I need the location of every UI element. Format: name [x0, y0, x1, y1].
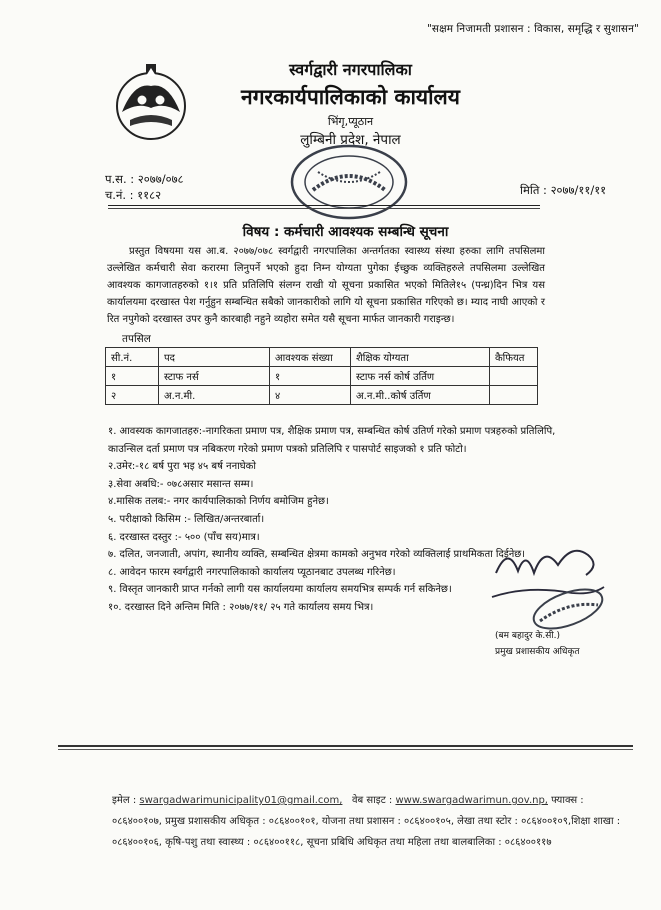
col-remarks: कैफियत: [490, 348, 538, 367]
signatory-name: (बम बहादुर के.सी.): [495, 631, 561, 641]
list-item: १. आवस्यक कागजातहरु:-नागरिकता प्रमाण पत्र, शैक्षिक प्रमाण पत्र, सम्बन्धित कोर्ष उतिर्ण गरेको प्रमाण पत्रहरुको प्रतिलिपि,: [108, 426, 556, 437]
list-item: काउन्सिल दर्ता प्रमाण पत्र नबिकरण गरेको प्रमाण पत्रको प्रतिलिपि र पासपोर्ट साइजको १ प्रति फोटो।: [108, 443, 467, 455]
table-row: [106, 386, 538, 405]
cell: अ.न.मी.: [159, 386, 270, 405]
signatory-title: प्रमुख प्रशासकीय अधिकृत: [495, 647, 580, 657]
email-link[interactable]: swargadwarimunicipality01@gmail.com,: [139, 795, 343, 806]
cell: [490, 367, 538, 386]
header-divider: [108, 205, 540, 206]
list-item: १०. दरखास्त दिने अन्तिम मिति : २०७७/११/ २५ गते कार्यालय समय भित्र।: [108, 601, 374, 613]
list-item: २.उमेर:-१८ बर्ष पुरा भइ ४५ बर्ष ननाघेको: [108, 461, 256, 473]
footer-divider-thin: [58, 749, 633, 750]
cell: अ.न.मी..कोर्ष उर्तिण: [351, 386, 490, 405]
col-count: आवश्यक संख्या: [270, 348, 351, 367]
table-row: [106, 367, 538, 386]
cell: २: [106, 386, 159, 405]
patra-sankhya: प.स. : २०७७/०७८: [105, 172, 184, 186]
website-link[interactable]: www.swargadwarimun.gov.np,: [395, 795, 548, 806]
table-label: तपसिल: [122, 333, 151, 345]
contact-numbers: फ्याक्स : ०८६४००१०७, प्रमुख प्रशासकीय अधिकृत : ०८६४००१०१, योजना तथा प्रशासन : ०८६४००१०५, लेखा तथा स्टोर : ०८६४००१०९,शिक्षा शाखा : ०८६४००१०६, कृषि-पशु तथा स्वास्थ्य : ०८६४००११८, सूचना प्रबिधि अधिकृत तथा महिला तथा बालबालिका : ०८६४००११७: [112, 795, 621, 848]
cell: स्टाफ नर्स: [159, 367, 270, 386]
list-item: ३.सेवा अबधि:- ०७८असार मसान्त सम्म।: [108, 478, 254, 490]
motto: "सक्षम निजामती प्रशासन : विकास, समृद्धि र सुशासन": [426, 23, 639, 35]
footer-divider: [58, 745, 633, 747]
address-province: लुम्बिनी प्रदेश, नेपाल: [300, 132, 401, 148]
email-label: इमेल :: [112, 795, 137, 806]
list-item: ९. विस्तृत जानकारी प्राप्त गर्नको लागी यस कार्यालयमा कार्यालय समयभित्र सम्पर्क गर्न सकिनेछ।: [108, 584, 452, 596]
cell: १: [270, 367, 351, 386]
website-label: वेब साइट :: [351, 795, 393, 806]
col-post: पद: [159, 348, 270, 367]
office-seal-stamp: [288, 142, 410, 222]
subject-line: विषय : कर्मचारी आवश्यक सम्बन्धि सूचना: [242, 224, 449, 240]
office-name: नगरकार्यपालिकाको कार्यालय: [241, 85, 460, 109]
list-item: ५. परीक्षाको किसिम :- लिखित/अन्तरबार्ता।: [108, 513, 265, 525]
table-header-row: [106, 348, 538, 367]
list-item: ८. आवेदन फारम स्वर्गद्वारी नगरपालिकाको कार्यालय प्यूठानबाट उपलब्ध गरिनेछ।: [108, 566, 396, 578]
col-sn: सी.नं.: [106, 348, 159, 367]
positions-table: [105, 347, 538, 405]
col-qualification: शैक्षिक योग्यता: [351, 348, 490, 367]
cell: ४: [270, 386, 351, 405]
list-item: ६. दरखास्त दस्तुर :- ५०० (पाँच सय)मात्र।: [108, 531, 260, 543]
address-district: भिंगृ,प्यूठान: [327, 115, 374, 128]
footer-contacts: [112, 790, 622, 853]
letter-date: मिति : २०७७/११/११: [520, 183, 607, 197]
cell: १: [106, 367, 159, 386]
cell: स्टाफ नर्स कोर्ष उर्तिण: [351, 367, 490, 386]
handwritten-signature: [488, 535, 608, 635]
cell: [490, 386, 538, 405]
municipality-name: स्वर्गद्वारी नगरपालिका: [289, 60, 412, 79]
notice-body: प्रस्तुत विषयमा यस आ.ब. २०७७/०७८ स्वर्गद्वारी नगरपालिका अन्तर्गतका स्वास्थ्य संस्था हरुका लागि तपसिलमा उल्लेखित कर्मचारी सेवा करारमा लिनुपर्ने भएको हुदा निम्न योग्यता पुगेका ईच्छुक व्यक्तिहरुले तपसिलमा उल्लेखित आवश्यक कागजातहरुको १।१ प्रति प्रतिलिपि संलग्न राखी यो सूचना प्रकासित भएको मितिले१५ (पन्ध्र)दिन भित्र यस कार्यालयमा दरखास्त पेश गर्नुहुन सम्बन्धित सबैको जानकारीको लागि यो सूचना प्रकासित गरिएको छ। म्याद नाघी आएको र रित नपुगेको दरखास्त उपर कुनै कारबाही नहुने व्यहोरा समेत यसै सूचना मार्फत जानकारी गराइन्छ।: [107, 246, 545, 325]
chalani-number: च.नं. : ११८२: [105, 188, 162, 202]
list-item: ४.मासिक तलब:- नगर कार्यपालिकाको निर्णय बमोजिम हुनेछ।: [108, 496, 329, 508]
list-item: ७. दलित, जनजाती, अपांग, स्थानीय व्यक्ति, सम्बन्धित क्षेत्रमा कामको अनुभव गरेको व्यक्तिलाई प्राथमिकता दिईनेछ।: [108, 549, 526, 561]
header-divider-thin: [108, 208, 540, 209]
